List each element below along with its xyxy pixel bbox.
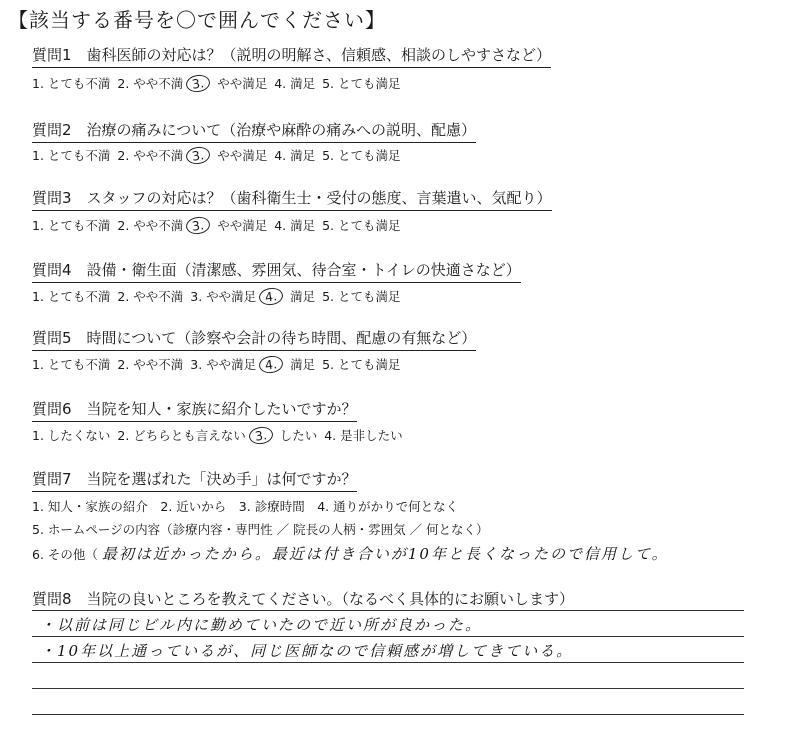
q1-option-3-label: やや満足 (217, 76, 268, 91)
question-2-title: 質問2 治療の痛みについて（治療や麻酔の痛みへの説明、配慮） (32, 119, 476, 143)
question-8-answer-2[interactable]: ・10年以上通っているが、同じ医師なので信頼感が増してきている。 (40, 642, 574, 660)
question-7-other-handwritten[interactable]: 最初は近かったから。最近は付き合いが10年と長くなったので信用して。 (101, 545, 669, 563)
q4-option-4-circled[interactable]: 4. (258, 286, 284, 306)
q5-option-1[interactable]: 1. とても不満 (32, 357, 111, 372)
q2-option-4[interactable]: 4. 満足 (274, 148, 316, 163)
question-6-options (32, 426, 406, 444)
answer-line-1 (32, 610, 744, 611)
q2-option-5[interactable]: 5. とても満足 (322, 148, 401, 163)
q2-option-3-circled[interactable]: 3. (185, 145, 211, 165)
question-7-options-line-2[interactable]: 5. ホームページの内容（診療内容・専門性 ／ 院長の人柄・雰囲気 ／ 何となく） (32, 522, 489, 537)
question-5-title: 質問5 時間について（診察や会計の待ち時間、配慮の有無など） (32, 327, 476, 351)
question-1-title: 質問1 歯科医師の対応は？（説明の明解さ、信頼感、相談のしやすさなど） (32, 44, 551, 68)
q3-option-3-label: やや満足 (217, 218, 268, 233)
q2-option-3-label: やや満足 (217, 148, 268, 163)
q1-option-5[interactable]: 5. とても満足 (322, 76, 401, 91)
q4-option-4-label: 満足 (290, 289, 316, 304)
q6-option-3-circled[interactable]: 3. (248, 425, 274, 445)
q5-option-5[interactable]: 5. とても満足 (322, 357, 401, 372)
q5-option-4-label: 満足 (290, 357, 316, 372)
q2-option-1[interactable]: 1. とても不満 (32, 148, 111, 163)
q5-option-2[interactable]: 2. やや不満 (117, 357, 184, 372)
question-3-title: 質問3 スタッフの対応は？（歯科衛生士・受付の態度、言葉遣い、気配り） (32, 187, 552, 211)
q4-option-3[interactable]: 3. やや満足 (190, 289, 257, 304)
q5-option-4-circled[interactable]: 4. (258, 354, 284, 374)
question-5-options (32, 355, 404, 373)
question-7-other-label: 6. その他（ (32, 547, 98, 562)
q1-option-4[interactable]: 4. 満足 (274, 76, 316, 91)
q4-option-2[interactable]: 2. やや不満 (117, 289, 184, 304)
q3-option-1[interactable]: 1. とても不満 (32, 218, 111, 233)
question-2-options (32, 146, 404, 164)
q5-option-3[interactable]: 3. やや満足 (190, 357, 257, 372)
q3-option-3-circled[interactable]: 3. (185, 215, 211, 235)
q3-option-5[interactable]: 5. とても満足 (322, 218, 401, 233)
q3-option-4[interactable]: 4. 満足 (274, 218, 316, 233)
question-4-title: 質問4 設備・衛生面（清潔感、雰囲気、待合室・トイレの快適さなど） (32, 259, 521, 283)
q6-option-1[interactable]: 1. したくない (32, 428, 111, 443)
question-7-title: 質問7 当院を選ばれた「決め手」は何ですか？ (32, 468, 357, 492)
question-7-other-row (32, 543, 669, 564)
answer-line-5 (32, 714, 744, 715)
question-1-options (32, 74, 404, 92)
q6-option-2[interactable]: 2. どちらとも言えない (117, 428, 246, 443)
page-heading: 【該当する番号を〇で囲んでください】 (8, 8, 386, 32)
q4-option-5[interactable]: 5. とても満足 (322, 289, 401, 304)
q6-option-4[interactable]: 4. 是非したい (324, 428, 403, 443)
question-8-title: 質問8 当院の良いところを教えてください。（なるべく具体的にお願いします） (32, 590, 575, 608)
question-4-options (32, 287, 404, 305)
q1-option-2[interactable]: 2. やや不満 (117, 76, 184, 91)
question-8-answer-1[interactable]: ・以前は同じビル内に勤めていたので近い所が良かった。 (40, 616, 483, 634)
q1-option-1[interactable]: 1. とても不満 (32, 76, 111, 91)
answer-line-4 (32, 688, 744, 689)
question-7-options-line-1[interactable]: 1. 知人・家族の紹介 2. 近いから 3. 診療時間 4. 通りがかりで何となく (32, 499, 459, 514)
q6-option-3-label: したい (279, 428, 318, 443)
q4-option-1[interactable]: 1. とても不満 (32, 289, 111, 304)
q3-option-2[interactable]: 2. やや不満 (117, 218, 184, 233)
question-3-options (32, 216, 404, 234)
answer-line-3 (32, 662, 744, 663)
question-6-title: 質問6 当院を知人・家族に紹介したいですか？ (32, 398, 357, 422)
q2-option-2[interactable]: 2. やや不満 (117, 148, 184, 163)
q1-option-3-circled[interactable]: 3. (185, 73, 211, 93)
answer-line-2 (32, 636, 744, 637)
